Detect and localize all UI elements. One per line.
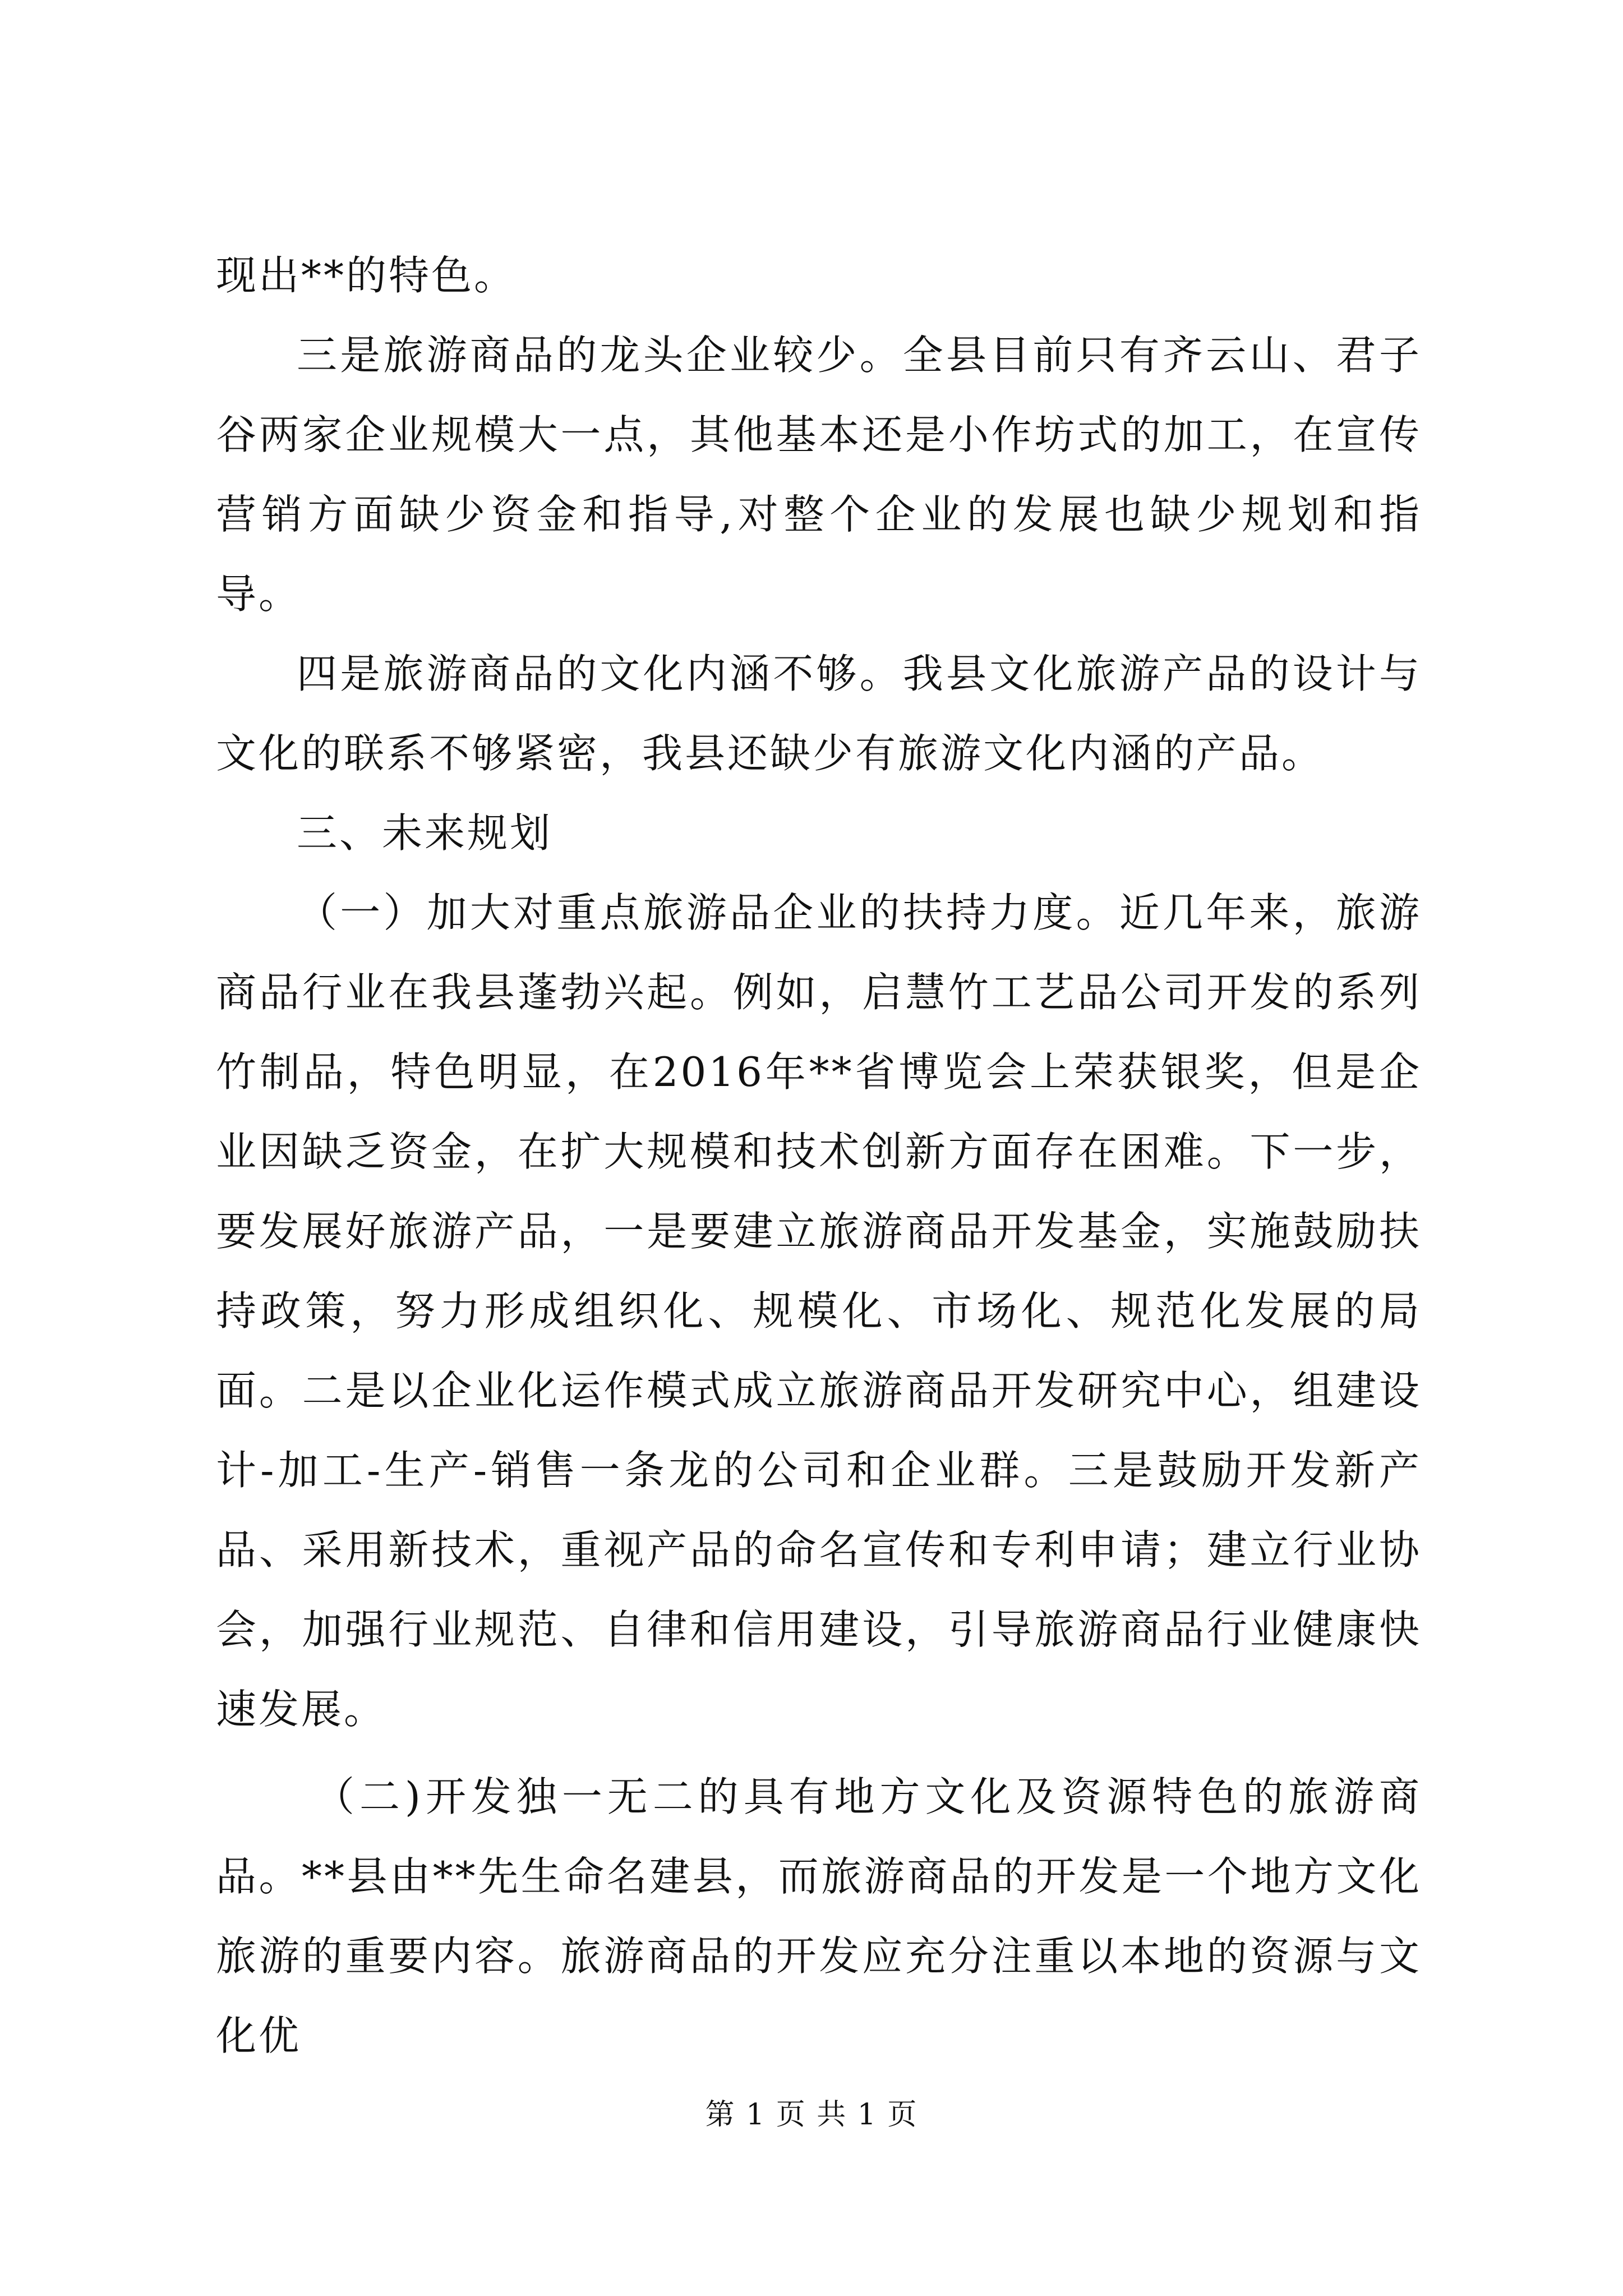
paragraph-plan-one: （一）加大对重点旅游品企业的扶持力度。近几年来，旅游商品行业在我县蓬勃兴起。例如，启慧竹工艺品公司开发的系列竹制品，特色明显，在2016年**省博览会上荣获银奖，但是企业因缺乏资金，在扩大规模和技术创新方面存在困难。下一步，要发展好旅游产品，一是要建立旅游商品开发基金，实施鼓励扶持政策，努力形成组织化、规模化、市场化、规范化发展的局面。二是以企业化运作模式成立旅游商品开发研究中心，组建设计-加工-生产-销售一条龙的公司和企业群。三是鼓励开发新产品、采用新技术，重视产品的命名宣传和专利申请；建立行业协会，加强行业规范、自律和信用建设，引导旅游商品行业健康快速发展。: [216, 889, 1422, 1733]
document-body: [216, 236, 1422, 2076]
section-heading: 三、未来规划: [297, 809, 553, 857]
paragraph-plan-two: （二)开发独一无二的具有地方文化及资源特色的旅游商品。**县由**先生命名建县，而旅游商品的开发是一个地方文化旅游的重要内容。旅游商品的开发应充分注重以本地的资源与文化优: [216, 1773, 1422, 2059]
paragraph-point-four: 四是旅游商品的文化内涵不够。我县文化旅游产品的设计与文化的联系不够紧密，我县还缺少有旅游文化内涵的产品。: [216, 650, 1422, 777]
page-footer: 第 1 页 共 1 页: [705, 2098, 918, 2132]
paragraph-continuation: 现出**的特色。: [216, 252, 517, 299]
paragraph-point-three: 三是旅游商品的龙头企业较少。全县目前只有齐云山、君子谷两家企业规模大一点，其他基本还是小作坊式的加工，在宣传营销方面缺少资金和指导,对整个企业的发展也缺少规划和指导。: [216, 332, 1422, 618]
